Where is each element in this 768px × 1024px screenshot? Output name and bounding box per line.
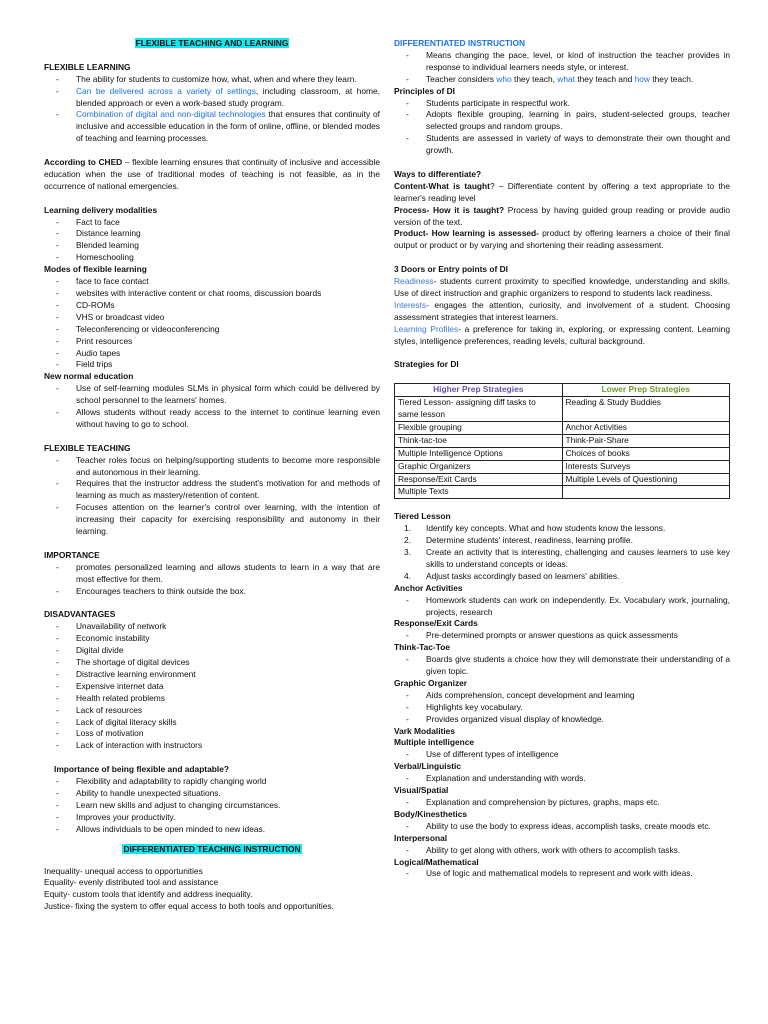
list-item: - VHS or broadcast video (44, 312, 380, 324)
multiple-intelligence-list (394, 749, 730, 761)
higher-prep-header: Higher Prep Strategies (395, 384, 563, 397)
list-item: - Ability to use the body to express ideas, accomplish tasks, create moods etc. (394, 821, 730, 833)
list-item: - Distance learning (44, 228, 380, 240)
list-item: - Print resources (44, 336, 380, 348)
visual-spatial-list (394, 797, 730, 809)
body-kinesthetics-heading: Body/Kinesthetics (394, 808, 468, 819)
list-item: - Distractive learning environment (44, 669, 380, 681)
list-item: - Teacher roles focus on helping/supporting students to become more responsible and autonomous in their learning. (44, 455, 380, 479)
list-item: - Lack of digital literacy skills (44, 717, 380, 729)
flexible-adaptable-list (44, 776, 380, 836)
modes-list (44, 276, 380, 371)
lower-prep-header: Lower Prep Strategies (562, 384, 730, 397)
list-item: - Use of different types of intelligence (394, 749, 730, 761)
right-column (394, 38, 730, 880)
delivery-modalities-heading: Learning delivery modalities (44, 204, 158, 215)
ched-paragraph: According to CHED – flexible learning ensures that continuity of inclusive and accessible education when the use of traditional modes of teaching is not feasible, as in the occurrence of national emergencies. (44, 157, 380, 191)
readiness-paragraph: Readiness- students current proximity to specified knowledge, understanding and skills. Use of direct instruction and graphic organizers to respond to students lack readiness. (394, 276, 730, 298)
list-item: - Can be delivered across a variety of settings, including classroom, at home, blended approach or even a work-based study program. (44, 86, 380, 110)
tiered-lesson-heading: Tiered Lesson (394, 511, 451, 522)
interests-paragraph: Interests- engages the attention, curiosity, and involvement of a student. Choosing assessment strategies that interest learners. (394, 299, 730, 322)
list-item: - Encourages teachers to think outside the box. (44, 586, 380, 598)
table-row: Think-tac-toe Think-Pair-Share (395, 434, 730, 447)
content-paragraph: Content-What is taught? – Differentiate content by offering a text appropriate to the learner's reading level (394, 180, 730, 203)
exit-cards-heading: Response/Exit Cards (394, 618, 478, 629)
think-tac-toe-list (394, 654, 730, 678)
table-row: Flexible grouping Anchor Activities (395, 421, 730, 434)
list-item: - Explanation and comprehension by pictures, graphs, maps etc. (394, 797, 730, 809)
list-item: - Means changing the pace, level, or kind of instruction the teacher provides in response to individual learners needs style, or interest. (394, 50, 730, 74)
table-row: Response/Exit Cards Multiple Levels of Questioning (395, 473, 730, 486)
list-item: - Loss of motivation (44, 728, 380, 740)
table-row: Multiple Intelligence Options Choices of books (395, 447, 730, 460)
visual-spatial-heading: Visual/Spatial (394, 785, 449, 796)
list-item: - Field trips (44, 359, 380, 371)
differentiated-instruction-title: DIFFERENTIATED INSTRUCTION (394, 38, 526, 48)
list-item: 3. Create an activity that is interesting, challenging and causes learners to use key skills to understand concepts or ideas. (404, 546, 730, 569)
list-item: - Adopts flexible grouping, learning in pairs, student-selected groups, teacher selected groups and random groups. (394, 109, 730, 133)
list-item: - Improves your productivity. (44, 812, 380, 824)
list-item: - Flexibility and adaptability to rapidly changing world (44, 776, 380, 788)
inequality-line: Inequality- unequal access to opportunities (44, 865, 203, 876)
importance-heading: IMPORTANCE (44, 549, 100, 560)
new-normal-list (44, 383, 380, 431)
list-item: - Lack of interaction with instructors (44, 740, 380, 752)
list-item: 4. Adjust tasks accordingly based on learners' abilities. (404, 570, 620, 581)
table-row: Tiered Lesson- assigning diff tasks to same lesson Reading & Study Buddies (395, 397, 730, 422)
ways-heading: Ways to differentiate? (394, 168, 482, 179)
list-item: - Use of self-learning modules SLMs in physical form which could be delivered by school personnel to the learners' homes. (44, 383, 380, 407)
left-column (44, 38, 380, 913)
interpersonal-heading: Interpersonal (394, 832, 448, 843)
list-item: - Audio tapes (44, 348, 380, 360)
list-item: - Ability to get along with others, work with others to accomplish tasks. (394, 845, 730, 857)
tiered-lesson-list (394, 523, 730, 583)
anchor-activities-list (394, 595, 730, 619)
exit-cards-list (394, 630, 730, 642)
flexible-teaching-heading: FLEXIBLE TEACHING (44, 442, 131, 453)
strategies-heading: Strategies for DI (394, 359, 459, 370)
anchor-activities-heading: Anchor Activities (394, 582, 463, 593)
list-item: - Teleconferencing or videoconferencing (44, 324, 380, 336)
list-item: - Economic instability (44, 633, 380, 645)
list-item: - The shortage of digital devices (44, 657, 380, 669)
table-row: Graphic Organizers Interests Surveys (395, 460, 730, 473)
list-item: - Combination of digital and non-digital technologies that ensures that continuity of inclusive and accessible education in the form of online, offline, or blended modes of teaching and learning processes. (44, 109, 380, 145)
list-item: - Allows students without ready access to the internet to continue learning even without having to go to school. (44, 407, 380, 431)
table-row: Multiple Texts (395, 486, 730, 499)
list-item: - Pre-determined prompts or answer questions as quick assessments (394, 630, 730, 642)
new-normal-heading: New normal education (44, 371, 134, 382)
list-item: - Health related problems (44, 693, 380, 705)
list-item: - Unavailability of network (44, 621, 380, 633)
list-item: - Boards give students a choice how they will demonstrate their understanding of a given topic. (394, 654, 730, 678)
list-item: - CD-ROMs (44, 300, 380, 312)
flexible-adaptable-heading: Importance of being flexible and adaptable? (54, 764, 229, 775)
list-item: - Teacher considers who they teach, what they teach and how they teach. (394, 74, 730, 86)
graphic-organizer-list (394, 690, 730, 726)
principles-list (394, 98, 730, 158)
list-item: - Aids comprehension, concept development and learning (394, 690, 730, 702)
verbal-linguistic-heading: Verbal/Linguistic (394, 761, 462, 772)
equality-line: Equality- evenly distributed tool and assistance (44, 877, 219, 888)
list-item: - websites with interactive content or chat rooms, discussion boards (44, 288, 380, 300)
di-definition-list (394, 50, 730, 86)
main-title: FLEXIBLE TEACHING AND LEARNING (135, 38, 289, 48)
list-item: 2. Determine students' interest, readiness, learning profile. (404, 535, 633, 546)
list-item: - Learn new skills and adjust to changing circumstances. (44, 800, 380, 812)
list-item: - Highlights key vocabulary. (394, 702, 730, 714)
list-item: - Focuses attention on the learner's control over learning, with the intention of increasing their capacity for exercising responsibility and autonomy in their learning. (44, 502, 380, 538)
list-item: - Requires that the instructor address the student's motivation for and methods of learning as much as mastery/retention of content. (44, 478, 380, 502)
modes-heading: Modes of flexible learning (44, 264, 147, 275)
list-item: - Ability to handle unexpected situations. (44, 788, 380, 800)
list-item: - Use of logic and mathematical models to represent and work with ideas. (394, 868, 730, 880)
list-item: - The ability for students to customize how, what, when and where they learn. (44, 74, 380, 86)
doors-heading: 3 Doors or Entry points of DI (394, 264, 508, 275)
think-tac-toe-heading: Think-Tac-Toe (394, 642, 450, 653)
flexible-learning-list (44, 74, 380, 145)
list-item: - Students are assessed in variety of ways to demonstrate their own thought and growth. (394, 133, 730, 157)
vark-heading: Vark Modalities (394, 725, 455, 736)
list-item: - Blended learning (44, 240, 380, 252)
list-item: - Provides organized visual display of knowledge. (394, 714, 730, 726)
logical-mathematical-heading: Logical/Mathematical (394, 856, 479, 867)
list-item: - face to face contact (44, 276, 380, 288)
process-paragraph: Process- How it is taught? Process by having guided group reading or provide audio version of the text. (394, 204, 730, 227)
interpersonal-list (394, 845, 730, 857)
disadvantages-list (44, 621, 380, 752)
list-item: - Homework students can work on independently. Ex. Vocabulary work, journaling, projects, research (394, 595, 730, 619)
list-item: - Lack of resources (44, 705, 380, 717)
list-item: - Fact to face (44, 217, 380, 229)
list-item: - Digital divide (44, 645, 380, 657)
list-item: 1. Identify key concepts. What and how students know the lessons. (404, 523, 666, 534)
differentiated-teaching-title: DIFFERENTIATED TEACHING INSTRUCTION (123, 843, 301, 854)
learning-profiles-paragraph: Learning Profiles- a preference for taking in, exploring, or expressing content. Learning styles, intelligence preferences, reading levels, cultural background. (394, 323, 730, 346)
list-item: - promotes personalized learning and allows students to learn in a way that are most effective for them. (44, 562, 380, 586)
flexible-learning-heading: FLEXIBLE LEARNING (44, 61, 131, 72)
list-item: - Explanation and understanding with words. (394, 773, 730, 785)
product-paragraph: Product- How learning is assessed- product by offering learners a choice of their final output or product or by varying and shortening their reading assessment. (394, 228, 730, 251)
importance-list (44, 562, 380, 598)
equity-line: Equity- custom tools that identify and address inequality. (44, 889, 253, 900)
disadvantages-heading: DISADVANTAGES (44, 609, 116, 620)
justice-line: Justice- fixing the system to offer equal access to both tools and opportunities. (44, 901, 334, 912)
list-item: - Students participate in respectful work. (394, 98, 730, 110)
flexible-teaching-list (44, 455, 380, 538)
verbal-linguistic-list (394, 773, 730, 785)
list-item: - Homeschooling (44, 252, 380, 264)
body-kinesthetics-list (394, 821, 730, 833)
delivery-modalities-list (44, 217, 380, 265)
strategies-table (394, 383, 730, 499)
graphic-organizer-heading: Graphic Organizer (394, 677, 468, 688)
list-item: - Expensive internet data (44, 681, 380, 693)
table-header-row (395, 384, 730, 397)
list-item: - Allows individuals to be open minded to new ideas. (44, 824, 380, 836)
principles-heading: Principles of DI (394, 85, 455, 96)
multiple-intelligence-heading: Multiple intelligence (394, 737, 475, 748)
logical-mathematical-list (394, 868, 730, 880)
